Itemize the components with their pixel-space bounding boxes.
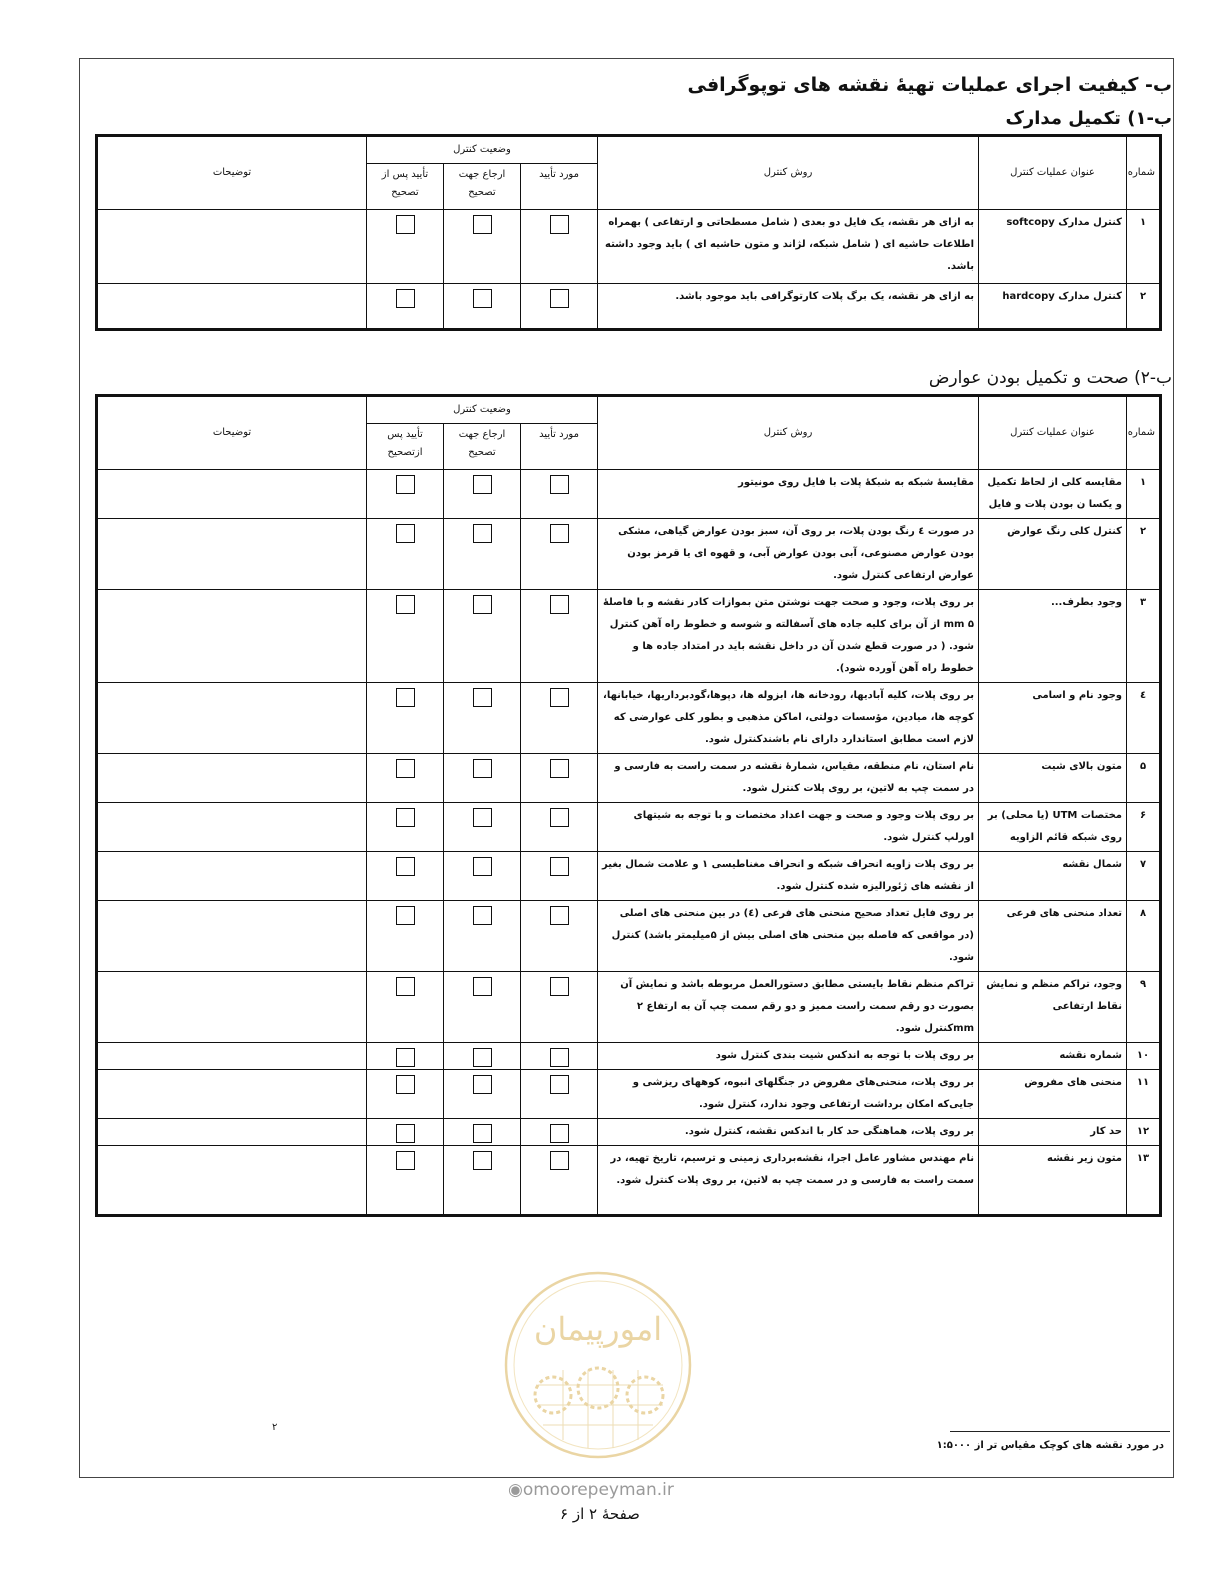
approved-cell xyxy=(521,519,598,590)
approved-cell xyxy=(521,972,598,1043)
return-cell xyxy=(444,972,521,1043)
col-approved: مورد تأیید xyxy=(521,164,598,210)
row-number: ۲ xyxy=(1127,284,1161,330)
approved-after-cell xyxy=(367,754,444,803)
return-cell xyxy=(444,901,521,972)
return-checkbox[interactable] xyxy=(473,524,492,543)
approved-after-checkbox[interactable] xyxy=(396,524,415,543)
approved-after-cell xyxy=(367,852,444,901)
page-mark: ۲ xyxy=(272,1422,278,1433)
table-row xyxy=(97,803,1161,852)
row-operation: مختصات UTM (یا محلی) بر روی شبکه قائم الزاویه xyxy=(979,803,1127,852)
approved-cell xyxy=(521,284,598,330)
return-checkbox[interactable] xyxy=(473,808,492,827)
row-operation: کنترل مدارک hardcopy xyxy=(979,284,1127,330)
watermark-url: ◉omoorepeyman.ir xyxy=(508,1480,674,1500)
row-operation: متون زیر نقشه xyxy=(979,1146,1127,1216)
table-row xyxy=(97,519,1161,590)
approved-after-checkbox[interactable] xyxy=(396,906,415,925)
approved-cell xyxy=(521,590,598,683)
col-number: شماره xyxy=(1127,136,1161,210)
table-row xyxy=(97,901,1161,972)
return-cell xyxy=(444,852,521,901)
return-cell xyxy=(444,1119,521,1146)
col-return: ارجاع جهت تصحیح xyxy=(444,164,521,210)
section2-heading: ب-۲) صحت و تکمیل بودن عوارض xyxy=(928,368,1172,388)
row-number: ۱۰ xyxy=(1127,1043,1161,1070)
footnote: در مورد نقشه های کوچک مقیاس تر از ۱:۵۰۰۰ xyxy=(936,1440,1164,1451)
row-number: ۷ xyxy=(1127,852,1161,901)
row-notes xyxy=(97,470,367,519)
row-method: بر روی پلات، وجود و صحت جهت نوشتن متن بموازات کادر نقشه و با فاصلهٔ ۵ mm از آن برای کلیه جاده های آسفالته و شوسه و خطوط راه آهن کنترل شود. ( در صورت قطع شدن آن در داخل نقشه باید در امتداد جاده ها و خطوط راه آهن آورده شود). xyxy=(598,590,979,683)
return-checkbox[interactable] xyxy=(473,289,492,308)
approved-cell xyxy=(521,852,598,901)
row-number: ۱۲ xyxy=(1127,1119,1161,1146)
row-number: ۹ xyxy=(1127,972,1161,1043)
row-method: بر روی پلات، کلیه آبادیها، رودخانه ها، ابزوله ها، دپوها،گودبرداریها، خیابانها، کوچه ها، میادین، مؤسسات دولتی، اماکن مذهبی و بطور کلی عوارضی که لازم است مطابق استاندارد دارای نام باشندکنترل شود. xyxy=(598,683,979,754)
row-notes xyxy=(97,803,367,852)
approved-checkbox[interactable] xyxy=(550,857,569,876)
col-status: وضعیت کنترل xyxy=(367,396,598,424)
features-table xyxy=(95,394,1162,1217)
row-method: بر روی پلات وجود و صحت و جهت اعداد مختصات و با توجه به شیتهای اورلپ کنترل شود. xyxy=(598,803,979,852)
row-notes xyxy=(97,590,367,683)
approved-after-cell xyxy=(367,470,444,519)
row-number: ٤ xyxy=(1127,683,1161,754)
row-notes xyxy=(97,852,367,901)
row-operation: متون بالای شیت xyxy=(979,754,1127,803)
return-checkbox[interactable] xyxy=(473,475,492,494)
approved-checkbox[interactable] xyxy=(550,595,569,614)
row-number: ۶ xyxy=(1127,803,1161,852)
row-operation: شمال نقشه xyxy=(979,852,1127,901)
row-method: به ازای هر نقشه، یک برگ پلات کارتوگرافی باید موجود باشد. xyxy=(598,284,979,330)
approved-checkbox[interactable] xyxy=(550,977,569,996)
row-operation: کنترل مدارک softcopy xyxy=(979,210,1127,284)
row-notes xyxy=(97,972,367,1043)
approved-checkbox[interactable] xyxy=(550,1151,569,1170)
table-row xyxy=(97,210,1161,284)
approved-checkbox[interactable] xyxy=(550,808,569,827)
row-method: نام مهندس مشاور عامل اجرا، نقشه‌برداری زمینی و ترسیم، تاریخ تهیه، در سمت راست به فارسی و در سمت چپ به لاتین، بر روی پلات کنترل شود. xyxy=(598,1146,979,1216)
approved-cell xyxy=(521,210,598,284)
approved-after-checkbox[interactable] xyxy=(396,759,415,778)
return-checkbox[interactable] xyxy=(473,1124,492,1143)
approved-after-cell xyxy=(367,683,444,754)
row-operation: تعداد منحنی های فرعی xyxy=(979,901,1127,972)
approved-after-checkbox[interactable] xyxy=(396,688,415,707)
return-cell xyxy=(444,284,521,330)
col-return: ارجاع جهت تصحیح xyxy=(444,424,521,470)
row-number: ۵ xyxy=(1127,754,1161,803)
approved-after-cell xyxy=(367,590,444,683)
approved-cell xyxy=(521,1146,598,1216)
col-operation: عنوان عملیات کنترل xyxy=(979,396,1127,470)
col-notes: توضیحات xyxy=(97,396,367,470)
approved-after-cell xyxy=(367,972,444,1043)
row-method: در صورت ٤ رنگ بودن پلات، بر روی آن، سبز بودن عوارض گیاهی، مشکی بودن عوارض مصنوعی، آبی بودن عوارض آبی، و قهوه ای یا قرمز بودن عوارض ارتفاعی کنترل شود. xyxy=(598,519,979,590)
return-cell xyxy=(444,519,521,590)
row-notes xyxy=(97,210,367,284)
row-number: ۱ xyxy=(1127,210,1161,284)
approved-after-checkbox[interactable] xyxy=(396,475,415,494)
approved-checkbox[interactable] xyxy=(550,759,569,778)
approved-after-cell xyxy=(367,1070,444,1119)
row-number: ۲ xyxy=(1127,519,1161,590)
approved-after-checkbox[interactable] xyxy=(396,1048,415,1067)
page-number: صفحهٔ ۲ از ۶ xyxy=(560,1505,640,1523)
return-checkbox[interactable] xyxy=(473,759,492,778)
row-method: تراکم منظم نقاط بایستی مطابق دستورالعمل مربوطه باشد و نمایش آن بصورت دو رقم سمت راست ممیز و دو رقم سمت چپ آن به ارتفاع ۲ mmکنترل شود. xyxy=(598,972,979,1043)
col-notes: توضیحات xyxy=(97,136,367,210)
approved-after-checkbox[interactable] xyxy=(396,808,415,827)
approved-after-checkbox[interactable] xyxy=(396,977,415,996)
col-status: وضعیت کنترل xyxy=(367,136,598,164)
return-cell xyxy=(444,590,521,683)
watermark-logo-text: امورپیمان xyxy=(533,1310,663,1348)
approved-after-cell xyxy=(367,803,444,852)
row-method: بر روی پلات زاویه انحراف شبکه و انحراف مغناطیسی ۱ و علامت شمال بغیر از نقشه های ژئورالیزه شده کنترل شود. xyxy=(598,852,979,901)
approved-after-cell xyxy=(367,901,444,972)
row-notes xyxy=(97,519,367,590)
approved-cell xyxy=(521,1070,598,1119)
row-operation: حد کار xyxy=(979,1119,1127,1146)
table-row xyxy=(97,590,1161,683)
return-cell xyxy=(444,754,521,803)
row-notes xyxy=(97,1119,367,1146)
row-operation: وجود نام و اسامی xyxy=(979,683,1127,754)
approved-checkbox[interactable] xyxy=(550,906,569,925)
return-checkbox[interactable] xyxy=(473,1048,492,1067)
row-operation: کنترل کلی رنگ عوارض xyxy=(979,519,1127,590)
row-number: ۱۱ xyxy=(1127,1070,1161,1119)
return-checkbox[interactable] xyxy=(473,688,492,707)
watermark-seal xyxy=(503,1270,693,1460)
table-row xyxy=(97,1070,1161,1119)
return-cell xyxy=(444,1146,521,1216)
row-method: مقایسهٔ شبکه به شبکهٔ پلات با فایل روی مونیتور xyxy=(598,470,979,519)
approved-after-cell xyxy=(367,1146,444,1216)
row-notes xyxy=(97,284,367,330)
row-operation: منحنی های مفروض xyxy=(979,1070,1127,1119)
row-method: نام استان، نام منطقه، مقیاس، شمارهٔ نقشه در سمت راست به فارسی و در سمت چپ به لاتین، بر روی پلات کنترل شود. xyxy=(598,754,979,803)
return-cell xyxy=(444,803,521,852)
approved-checkbox[interactable] xyxy=(550,289,569,308)
footnote-separator xyxy=(950,1431,1170,1432)
approved-cell xyxy=(521,1043,598,1070)
row-number: ۳ xyxy=(1127,590,1161,683)
table-row xyxy=(97,470,1161,519)
table-row xyxy=(97,852,1161,901)
col-approved: مورد تأیید xyxy=(521,424,598,470)
row-operation: وجود بطرف... xyxy=(979,590,1127,683)
approved-after-cell xyxy=(367,284,444,330)
main-heading: ب- کیفیت اجرای عملیات تهیهٔ نقشه های توپوگرافی xyxy=(687,74,1172,96)
return-cell xyxy=(444,1043,521,1070)
row-operation: شماره نقشه xyxy=(979,1043,1127,1070)
approved-checkbox[interactable] xyxy=(550,524,569,543)
approved-after-checkbox[interactable] xyxy=(396,1151,415,1170)
return-cell xyxy=(444,210,521,284)
row-number: ۱ xyxy=(1127,470,1161,519)
row-notes xyxy=(97,683,367,754)
row-notes xyxy=(97,754,367,803)
table-row xyxy=(97,1043,1161,1070)
approved-after-cell xyxy=(367,1119,444,1146)
approved-cell xyxy=(521,754,598,803)
table-row xyxy=(97,754,1161,803)
return-cell xyxy=(444,1070,521,1119)
approved-checkbox[interactable] xyxy=(550,215,569,234)
approved-checkbox[interactable] xyxy=(550,1124,569,1143)
return-checkbox[interactable] xyxy=(473,857,492,876)
row-number: ۱۳ xyxy=(1127,1146,1161,1216)
approved-checkbox[interactable] xyxy=(550,1075,569,1094)
approved-after-checkbox[interactable] xyxy=(396,595,415,614)
approved-cell xyxy=(521,683,598,754)
col-approved-after: تأیید پس از تصحیح xyxy=(367,164,444,210)
return-checkbox[interactable] xyxy=(473,906,492,925)
approved-checkbox[interactable] xyxy=(550,1048,569,1067)
approved-after-cell xyxy=(367,210,444,284)
row-number: ۸ xyxy=(1127,901,1161,972)
approved-cell xyxy=(521,803,598,852)
row-notes xyxy=(97,1146,367,1216)
documents-table xyxy=(95,134,1162,331)
return-checkbox[interactable] xyxy=(473,595,492,614)
approved-after-checkbox[interactable] xyxy=(396,857,415,876)
table-row xyxy=(97,284,1161,330)
table-row xyxy=(97,1146,1161,1216)
row-method: بر روی پلات با توجه به اندکس شیت بندی کنترل شود xyxy=(598,1043,979,1070)
col-method: روش کنترل xyxy=(598,396,979,470)
row-notes xyxy=(97,1043,367,1070)
row-notes xyxy=(97,1070,367,1119)
return-checkbox[interactable] xyxy=(473,215,492,234)
col-operation: عنوان عملیات کنترل xyxy=(979,136,1127,210)
col-approved-after: تأیید پس ازتصحیح xyxy=(367,424,444,470)
row-method: بر روی فایل تعداد صحیح منحنی های فرعی (٤) در بین منحنی های اصلی (در مواقعی که فاصله بین منحنی های اصلی بیش از ۵میلیمتر باشد) کنترل شود. xyxy=(598,901,979,972)
section1-heading: ب-۱) تکمیل مدارک xyxy=(1005,108,1172,129)
approved-after-cell xyxy=(367,519,444,590)
col-method: روش کنترل xyxy=(598,136,979,210)
table-row xyxy=(97,972,1161,1043)
approved-after-checkbox[interactable] xyxy=(396,289,415,308)
approved-checkbox[interactable] xyxy=(550,688,569,707)
row-method: بر روی پلات، منحنی‌های مفروض در جنگلهای انبوه، کوههای ریزشی و جایی‌که امکان برداشت ارتفاعی وجود ندارد، کنترل شود. xyxy=(598,1070,979,1119)
approved-cell xyxy=(521,1119,598,1146)
approved-after-checkbox[interactable] xyxy=(396,1124,415,1143)
approved-after-checkbox[interactable] xyxy=(396,215,415,234)
row-method: بر روی پلات، هماهنگی حد کار با اندکس نقشه، کنترل شود. xyxy=(598,1119,979,1146)
return-cell xyxy=(444,683,521,754)
row-operation: وجود، تراکم منظم و نمایش نقاط ارتفاعی xyxy=(979,972,1127,1043)
col-number: شماره xyxy=(1127,396,1161,470)
table-row xyxy=(97,683,1161,754)
approved-cell xyxy=(521,470,598,519)
approved-after-checkbox[interactable] xyxy=(396,1075,415,1094)
row-notes xyxy=(97,901,367,972)
approved-checkbox[interactable] xyxy=(550,475,569,494)
return-checkbox[interactable] xyxy=(473,1151,492,1170)
return-checkbox[interactable] xyxy=(473,977,492,996)
row-method: به ازای هر نقشه، یک فایل دو بعدی ( شامل مسطحاتی و ارتفاعی ) بهمراه اطلاعات حاشیه ای ( شامل شبکه، لژاند و متون حاشیه ای ) باید وجود داشته باشد. xyxy=(598,210,979,284)
approved-after-cell xyxy=(367,1043,444,1070)
return-cell xyxy=(444,470,521,519)
table-row xyxy=(97,1119,1161,1146)
approved-cell xyxy=(521,901,598,972)
return-checkbox[interactable] xyxy=(473,1075,492,1094)
row-operation: مقایسه کلی از لحاظ تکمیل و یکسا ن بودن پلات و فایل xyxy=(979,470,1127,519)
